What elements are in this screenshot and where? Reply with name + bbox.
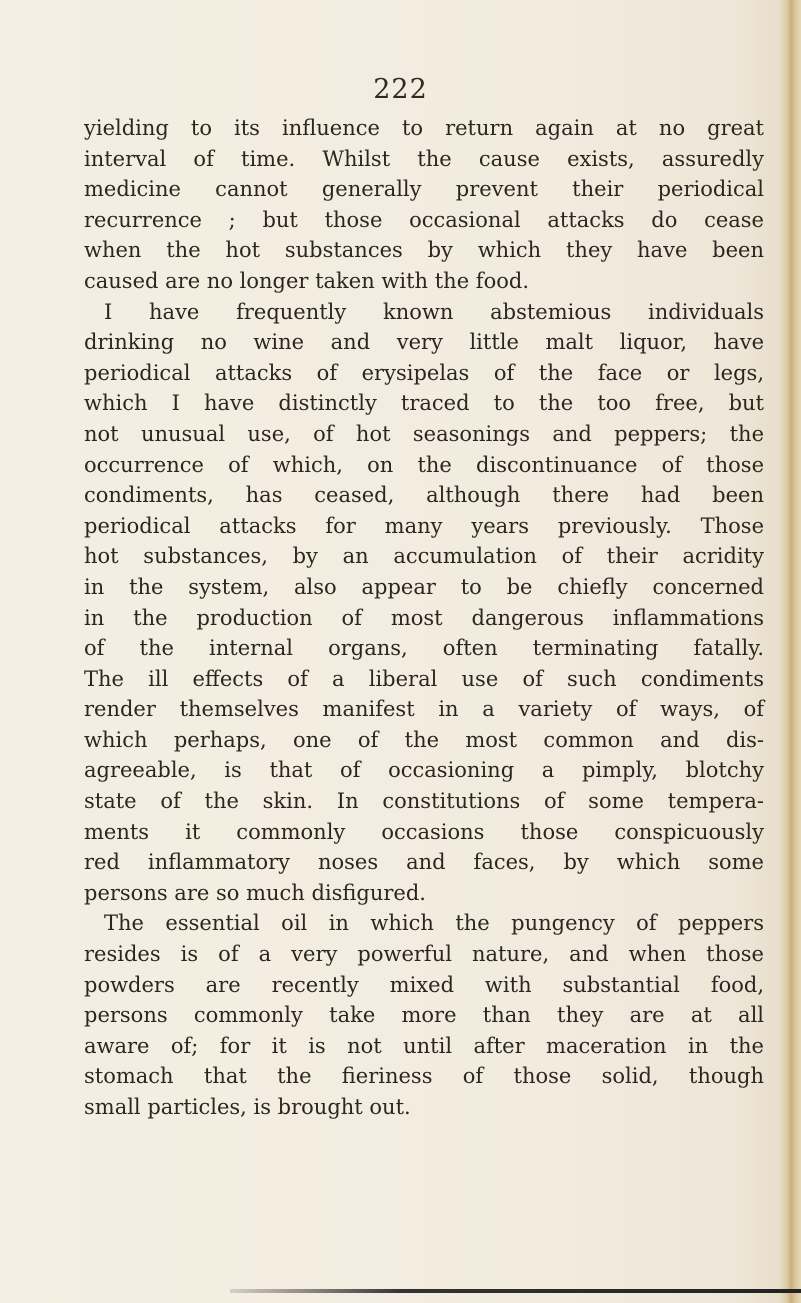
- text-line: in the system, also appear to be chiefly concerned: [84, 574, 764, 599]
- text-line: render themselves manifest in a variety of ways, of: [84, 697, 764, 722]
- text-line: which perhaps, one of the most common and dis-: [84, 727, 764, 752]
- text-line: agreeable, is that of occasioning a pimply, blotchy: [84, 758, 764, 783]
- text-line: caused are no longer taken with the food.: [84, 268, 529, 293]
- text-line: ments it commonly occasions those conspicuously: [84, 819, 764, 844]
- bottom-rule: [230, 1289, 801, 1293]
- text-line: when the hot substances by which they have been: [84, 238, 764, 263]
- text-line: drinking no wine and very little malt liquor, have: [84, 330, 764, 355]
- text-line: state of the skin. In constitutions of some tempera-: [84, 789, 764, 814]
- text-line: periodical attacks for many years previously. Those: [84, 513, 764, 538]
- text-line: of the internal organs, often terminating fatally.: [84, 636, 764, 661]
- text-line: not unusual use, of hot seasonings and peppers; the: [84, 421, 764, 446]
- text-line: yielding to its influence to return again at no great: [84, 116, 764, 140]
- text-line: interval of time. Whilst the cause exists, assuredly: [84, 146, 764, 171]
- text-line: aware of; for it is not until after maceration in the: [84, 1033, 764, 1058]
- text-line: The ill effects of a liberal use of such condiments: [84, 666, 764, 691]
- text-line: periodical attacks of erysipelas of the face or legs,: [84, 360, 764, 385]
- text-line: I have frequently known abstemious individuals: [104, 299, 764, 324]
- text-line: red inflammatory noses and faces, by which some: [84, 850, 764, 875]
- text-line: in the production of most dangerous inflammations: [84, 605, 764, 630]
- text-line: condiments, has ceased, although there had been: [84, 483, 764, 508]
- text-line: stomach that the fieriness of those solid, though: [84, 1064, 764, 1089]
- body-text: [84, 113, 764, 1123]
- text-line: hot substances, by an accumulation of their acridity: [84, 544, 764, 569]
- text-line: powders are recently mixed with substantial food,: [84, 972, 764, 997]
- page-binding-edge: [779, 0, 801, 1303]
- text-line: occurrence of which, on the discontinuance of those: [84, 452, 764, 477]
- text-line: small particles, is brought out.: [84, 1095, 411, 1119]
- text-line: which I have distinctly traced to the too free, but: [84, 391, 764, 416]
- page-number: 222: [373, 74, 428, 105]
- text-line: persons are so much disfigured.: [84, 880, 426, 905]
- text-line: recurrence ; but those occasional attacks do cease: [84, 207, 764, 232]
- text-line: resides is of a very powerful nature, and when those: [84, 942, 764, 967]
- text-line: The essential oil in which the pungency of peppers: [104, 911, 764, 936]
- text-line: persons commonly take more than they are at all: [84, 1003, 764, 1028]
- text-line: medicine cannot generally prevent their periodical: [84, 177, 764, 202]
